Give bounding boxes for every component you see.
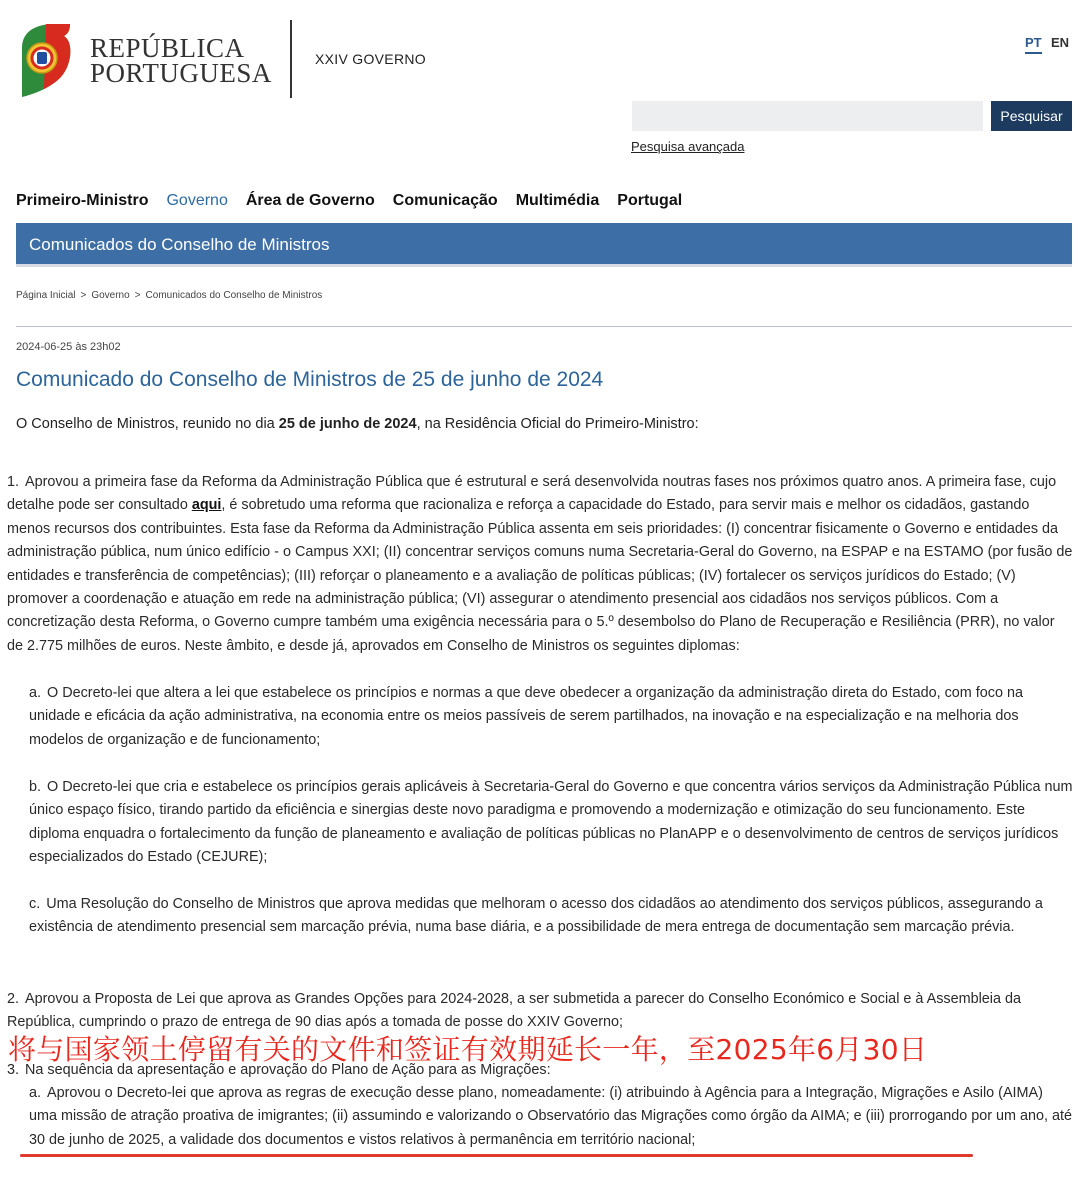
annotation-underline <box>20 1154 973 1157</box>
divider <box>16 326 1072 327</box>
breadcrumb <box>16 290 322 301</box>
intro-text-post: , na Residência Oficial do Primeiro-Ministro: <box>416 416 699 432</box>
nav-item-portugal[interactable]: Portugal <box>617 192 683 209</box>
article-title: Comunicado do Conselho de Ministros de 25 de junho de 2024 <box>16 368 604 391</box>
sub-item-b <box>29 776 1073 870</box>
intro-text-pre: O Conselho de Ministros, reunido no dia <box>16 416 279 432</box>
item-2-text: Aprovou a Proposta de Lei que aprova as Grandes Opções para 2024-2028, a ser submetida a parecer do Conselho Económico e Social e à Assembleia da República, cumprindo o prazo de entrega de 90 dias após a tomada de posse do XXIV Governo; <box>7 991 1021 1031</box>
nav-item-comunicacao[interactable]: Comunicação <box>392 192 498 209</box>
lang-pt-link[interactable]: PT <box>1025 35 1042 54</box>
sub-item-3a <box>29 1082 1073 1152</box>
breadcrumb-separator: > <box>80 290 87 301</box>
sub-item-label: a. <box>29 685 42 701</box>
section-banner <box>16 223 1072 267</box>
government-label: XXIV GOVERNO <box>315 51 426 67</box>
annotation-caption: 将与国家领土停留有关的文件和签证有效期延长一年，至2025年6月30日 <box>8 1033 928 1066</box>
item-3-text: Na sequência da apresentação e aprovação do Plano de Ação para as Migrações: <box>25 1062 551 1078</box>
nav-item-primeiro-ministro[interactable]: Primeiro-Ministro <box>16 192 149 209</box>
logo-wordmark[interactable] <box>90 33 272 88</box>
logo-line-2: PORTUGUESA <box>90 58 272 88</box>
nav-item-area-de-governo[interactable]: Área de Governo <box>245 192 375 209</box>
item-1-text-pre: Aprovou a primeira fase da Reforma da Administração Pública que é estrutural e será desenvolvida noutras fases nos próximos quatro anos. A primeira fase, cujo detalhe pode ser consultado <box>7 474 1057 514</box>
article-date: 2024-06-25 às 23h02 <box>16 341 121 353</box>
republic-emblem-icon <box>16 20 74 98</box>
sub-item-a-text: O Decreto-lei que altera a lei que estabelece os princípios e normas a que deve obedecer a organização da administração direta do Estado, com foco na unidade e eficácia da ação administrativa, na economia entre os meios passíveis de serem partilhados, na inovação e na especialização e na melhoria dos modelos de organização e de funcionamento; <box>29 685 1023 748</box>
nav-item-multimedia[interactable]: Multimédia <box>515 192 600 209</box>
sub-item-a <box>29 682 1073 752</box>
breadcrumb-separator: > <box>134 290 141 301</box>
intro-date-bold: 25 de junho de 2024 <box>278 416 417 432</box>
search-input[interactable] <box>632 101 983 131</box>
sub-item-label: b. <box>29 779 42 795</box>
advanced-search-link[interactable]: Pesquisa avançada <box>631 139 745 154</box>
lang-en-link[interactable]: EN <box>1051 35 1070 50</box>
item-1-text-post: , é sobretudo uma reforma que racionaliza e reforça a capacidade do Estado, para servir mais e melhor os cidadãos, gastando menos recursos dos contribuintes. Esta fase da Reforma da Administração Pública assenta em seis prioridades: (I) concentrar fisicamente o Governo e entidades da administração pública, num único edifício - o Campus XXI; (II) concentrar serviços comuns numa Secretaria-Geral do Governo, na ESPAP e na ESTAMO (por fusão de entidades e transferência de competências); (III) reforçar o planeamento e a avaliação de políticas públicas; (IV) fortalecer os serviços jurídicos do Estado; (V) promover a coordenação e atuação em rede na administração pública; (VI) assegurar o atendimento presencial aos cidadãos nos serviços públicos. Com a concretização desta Reforma, o Governo cumpre também uma exigência necessária para o 5.º desembolso do Plano de Recuperação e Resiliência (PRR), no valor de 2.775 milhões de euros. Neste âmbito, e desde já, aprovados em Conselho de Ministros os seguintes diplomas: <box>7 497 1073 654</box>
logo-separator <box>290 20 292 98</box>
article-intro <box>16 416 699 432</box>
sub-item-b-text: O Decreto-lei que cria e estabelece os princípios gerais aplicáveis à Secretaria-Geral do Governo e que concentra vários serviços da Administração Pública num único espaço físico, tirando partido da eficiência e sinergias deste novo paradigma e promovendo a modernização e otimização do seu funcionamento. Este diploma enquadra o fortalecimento da função de planeamento e avaliação de políticas públicas no PlanAPP e o desenvolvimento de centros de serviços jurídicos especializados do Estado (CEJURE); <box>29 779 1073 866</box>
nav-item-governo[interactable]: Governo <box>166 192 228 209</box>
search-button[interactable]: Pesquisar <box>991 101 1072 131</box>
sub-item-3a-text: Aprovou o Decreto-lei que aprova as regras de execução desse plano, nomeadamente: (i) atribuindo à Agência para a Integração, Migrações e Asilo (AIMA) uma missão de atração proativa de imigrantes; (ii) assumindo e valorizando o Observatório das Migrações como órgão da AIMA; e (iii) prorrogando por um ano, até 30 de junho de 2025, a validade dos documentos e vistos relativos à permanência em território nacional; <box>29 1085 1073 1148</box>
breadcrumb-governo[interactable]: Governo <box>91 290 130 301</box>
details-link[interactable]: aqui <box>191 497 222 514</box>
sub-item-label: a. <box>29 1085 42 1101</box>
list-item-1 <box>7 471 1073 658</box>
breadcrumb-current[interactable]: Comunicados do Conselho de Ministros <box>145 290 323 301</box>
sub-item-c <box>29 893 1073 940</box>
sub-item-label: c. <box>29 896 41 912</box>
logo-line-1: REPÚBLICA <box>90 33 245 63</box>
sub-item-c-text: Uma Resolução do Conselho de Ministros que aprova medidas que melhoram o acesso dos cidadãos ao atendimento dos serviços públicos, assegurando a existência de atendimento presencial sem marcação prévia, numa base diária, e a possibilidade de mera entrega de documentação sem marcação prévia. <box>29 896 1043 936</box>
breadcrumb-home[interactable]: Página Inicial <box>16 290 76 301</box>
item-number: 1. <box>7 474 20 490</box>
item-number: 3. <box>7 1062 20 1078</box>
section-title: Comunicados do Conselho de Ministros <box>29 235 330 254</box>
item-number: 2. <box>7 991 20 1007</box>
main-nav <box>16 192 682 210</box>
